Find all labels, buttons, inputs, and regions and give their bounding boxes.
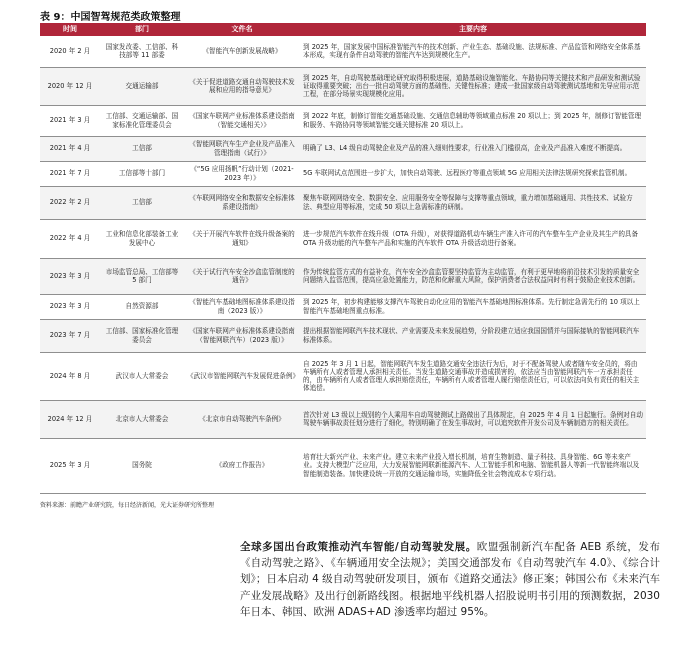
cell-main-content: 明确了 L3、L4 级自动驾驶企业及产品的准入细则性要求，行业准入门槛很高，企业及产品准入难度不断提高。	[300, 136, 646, 161]
table-header-row	[40, 23, 646, 36]
header-department: 部门	[100, 23, 184, 36]
table-row	[40, 352, 646, 400]
cell-time: 2024 年 12 月	[40, 400, 100, 438]
table-row	[40, 294, 646, 319]
table-row	[40, 219, 646, 258]
policy-table	[40, 23, 646, 494]
cell-time: 2023 年 3 月	[40, 294, 100, 319]
cell-department: 工信部	[100, 186, 184, 219]
paragraph-lead: 全球多国出台政策推动汽车智能/自动驾驶发展。	[240, 541, 477, 553]
body-paragraph	[240, 539, 660, 620]
cell-department: 北京市人大常委会	[100, 400, 184, 438]
cell-time: 2021 年 3 月	[40, 105, 100, 136]
table-row	[40, 258, 646, 294]
cell-file-name: 《政府工作报告》	[184, 438, 300, 493]
cell-department: 工信部、国家标准化管理委员会	[100, 319, 184, 352]
paragraph-body: 欧盟强制新汽车配备 AEB 系统，发布《自动驾驶之路》、《车辆通用安全法规》；美国交通部发布《自动驾驶汽车 4.0》、《综合计划》；日本启动 4 级自动驾驶研发项目，颁布《道路交通法》修正案；韩国公布《未来汽车产业发展战略》及出行创新路线图。根据地平线机器人招股说明书引用的预测数据，2030 年日本、韩国、欧洲 ADAS+AD 渗透率均超过 95%。	[240, 541, 660, 618]
cell-time: 2023 年 3 月	[40, 258, 100, 294]
cell-time: 2020 年 12 月	[40, 67, 100, 105]
cell-department: 工信部等十部门	[100, 161, 184, 186]
cell-main-content: 进一步规范汽车软件在线升级（OTA 升级），对获得道路机动车辆生产准入许可的汽车整车生产企业及其生产的具备 OTA 升级功能的汽车整车产品和实施的汽车软件 OTA 升级活动进行备案。	[300, 219, 646, 258]
table-row	[40, 105, 646, 136]
cell-department: 国家发改委、工信部、科技部等 11 部委	[100, 36, 184, 67]
cell-department: 武汉市人大常委会	[100, 352, 184, 400]
cell-main-content: 到 2025 年，初步构建能够支撑汽车驾驶自动化应用的智能汽车基础地图标准体系。先行制定急需先行的 10 项以上智能汽车基础地图重点标准。	[300, 294, 646, 319]
cell-main-content: 聚焦车联网网络安全、数据安全、应用服务安全等保障与支撑等重点领域，重力增加基础通用、共性技术、试验方法、典型应用等标准，完成 50 项以上急需标准的研制。	[300, 186, 646, 219]
cell-department: 自然资源部	[100, 294, 184, 319]
cell-department: 国务院	[100, 438, 184, 493]
cell-time: 2021 年 7 月	[40, 161, 100, 186]
table-title: 表 9：中国智驾规范类政策整理	[40, 12, 181, 23]
cell-time: 2022 年 4 月	[40, 219, 100, 258]
cell-file-name: 《关于试行汽车安全沙盒监管制度的通告》	[184, 258, 300, 294]
cell-time: 2024 年 8 月	[40, 352, 100, 400]
header-file-name: 文件名	[184, 23, 300, 36]
cell-department: 工信部、交通运输部、国家标准化管理委员会	[100, 105, 184, 136]
cell-file-name: 《智能汽车基础地图标准体系建设指南（2023 版）》	[184, 294, 300, 319]
table-row	[40, 136, 646, 161]
cell-time: 2025 年 3 月	[40, 438, 100, 493]
cell-main-content: 到 2022 年底，制修订智能交通基础设施、交通信息辅助等领域重点标准 20 项以上；到 2025 年，制修订智能管理和服务、车路协同等领域智能交通关键标准 20 项以上。	[300, 105, 646, 136]
cell-department: 工业和信息化部装备工业发展中心	[100, 219, 184, 258]
cell-department: 交通运输部	[100, 67, 184, 105]
cell-main-content: 提出根据智能网联汽车技术现状、产业需要及未来发展趋势，分阶段建立适应我国国情并与国际接轨的智能网联汽车标准体系。	[300, 319, 646, 352]
cell-main-content: 到 2025 年，国家发展中国标准智能汽车的技术创新、产业生态、基础设施、法规标准、产品监管和网络安全体系基本形成，实现有条件自动驾驶的智能汽车达到规模化生产。	[300, 36, 646, 67]
cell-file-name: 《武汉市智能网联汽车发展促进条例》	[184, 352, 300, 400]
cell-file-name: 《国家车联网产业标准体系建设指南（智能交通相关）》	[184, 105, 300, 136]
cell-main-content: 到 2025 年，自动驾驶基础理论研究取得积极进展，道路基础设施智能化、车路协同等关键技术和产品研发和测试验证取得重要突破；出台一批自动驾驶方面的基础性、关键性标准；建成一批国家级自动驾驶测试基地和先导应用示范工程，在部分场景实现规模化应用。	[300, 67, 646, 105]
cell-time: 2023 年 7 月	[40, 319, 100, 352]
cell-time: 2022 年 2 月	[40, 186, 100, 219]
cell-time: 2021 年 4 月	[40, 136, 100, 161]
header-time: 时间	[40, 23, 100, 36]
table-source-note: 资料来源：前瞻产业研究院，每日经济新闻，光大证券研究所整理	[40, 502, 215, 509]
cell-time: 2020 年 2 月	[40, 36, 100, 67]
header-main-content: 主要内容	[300, 23, 646, 36]
cell-file-name: 《关于促进道路交通自动驾驶技术发展和应用的指导意见》	[184, 67, 300, 105]
cell-file-name: 《智能汽车创新发展战略》	[184, 36, 300, 67]
cell-file-name: 《智能网联汽车生产企业及产品准入管理指南（试行）》	[184, 136, 300, 161]
cell-file-name: 《车联网网络安全和数据安全标准体系建设指南》	[184, 186, 300, 219]
cell-main-content: 5G 车联网试点范围进一步扩大，加快自动驾驶、远程医疗等重点领域 5G 应用相关法律法规研究探索监管机制。	[300, 161, 646, 186]
table-row	[40, 438, 646, 493]
cell-main-content: 自 2025 年 3 月 1 日起，智能网联汽车发生道路交通安全违法行为后，对于不配备驾驶人或者随车安全员的，将由车辆所有人或者管理人承担相关责任。当发生道路交通事故并造成损害的，依法应当由智能网联汽车一方承担责任的，由车辆所有人或者管理人承担赔偿责任，车辆所有人或者管理人履行赔偿责任后，可以依法向负有责任的相关主体追偿。	[300, 352, 646, 400]
cell-file-name: 《北京市自动驾驶汽车条例》	[184, 400, 300, 438]
cell-file-name: 《关于开展汽车软件在线升级备案的通知》	[184, 219, 300, 258]
cell-main-content: 培育壮大新兴产业、未来产业。建立未来产业投入增长机制，培育生物制造、量子科技、具身智能、6G 等未来产业。支持大模型广泛应用，大力发展智能网联新能源汽车、人工智能手机和电脑、智能机器人等新一代智能终端以及智能制造装备。加快建设统一开放的交通运输市场，实施降低全社会物流成本专项行动。	[300, 438, 646, 493]
cell-main-content: 首次针对 L3 级以上级别的个人乘用车自动驾驶测试上路做出了具体规定，自 2025 年 4 月 1 日起施行。条例对自动驾驶车辆事故责任划分进行了细化，特别明确了在发生事故时，可以追究软件开发公司及车辆制造方的相关责任。	[300, 400, 646, 438]
table-row	[40, 186, 646, 219]
table-row	[40, 36, 646, 67]
table-row	[40, 67, 646, 105]
table-row	[40, 400, 646, 438]
cell-department: 工信部	[100, 136, 184, 161]
table-row	[40, 161, 646, 186]
cell-department: 市场监管总局、工信部等 5 部门	[100, 258, 184, 294]
cell-file-name: 《“5G 应用扬帆”行动计划（2021-2023 年）》	[184, 161, 300, 186]
table-row	[40, 319, 646, 352]
cell-main-content: 作为传统监管方式的有益补充，汽车安全沙盒监管要坚持监管为主动监管，有利于更早地将前沿技术引发的质量安全问题纳入监管范围，提高应急处置能力，防范和化解重大风险，保护消费者合法权益同时有利于鼓励企业技术创新。	[300, 258, 646, 294]
cell-file-name: 《国家车联网产业标准体系建设指南（智能网联汽车）（2023 版）》	[184, 319, 300, 352]
